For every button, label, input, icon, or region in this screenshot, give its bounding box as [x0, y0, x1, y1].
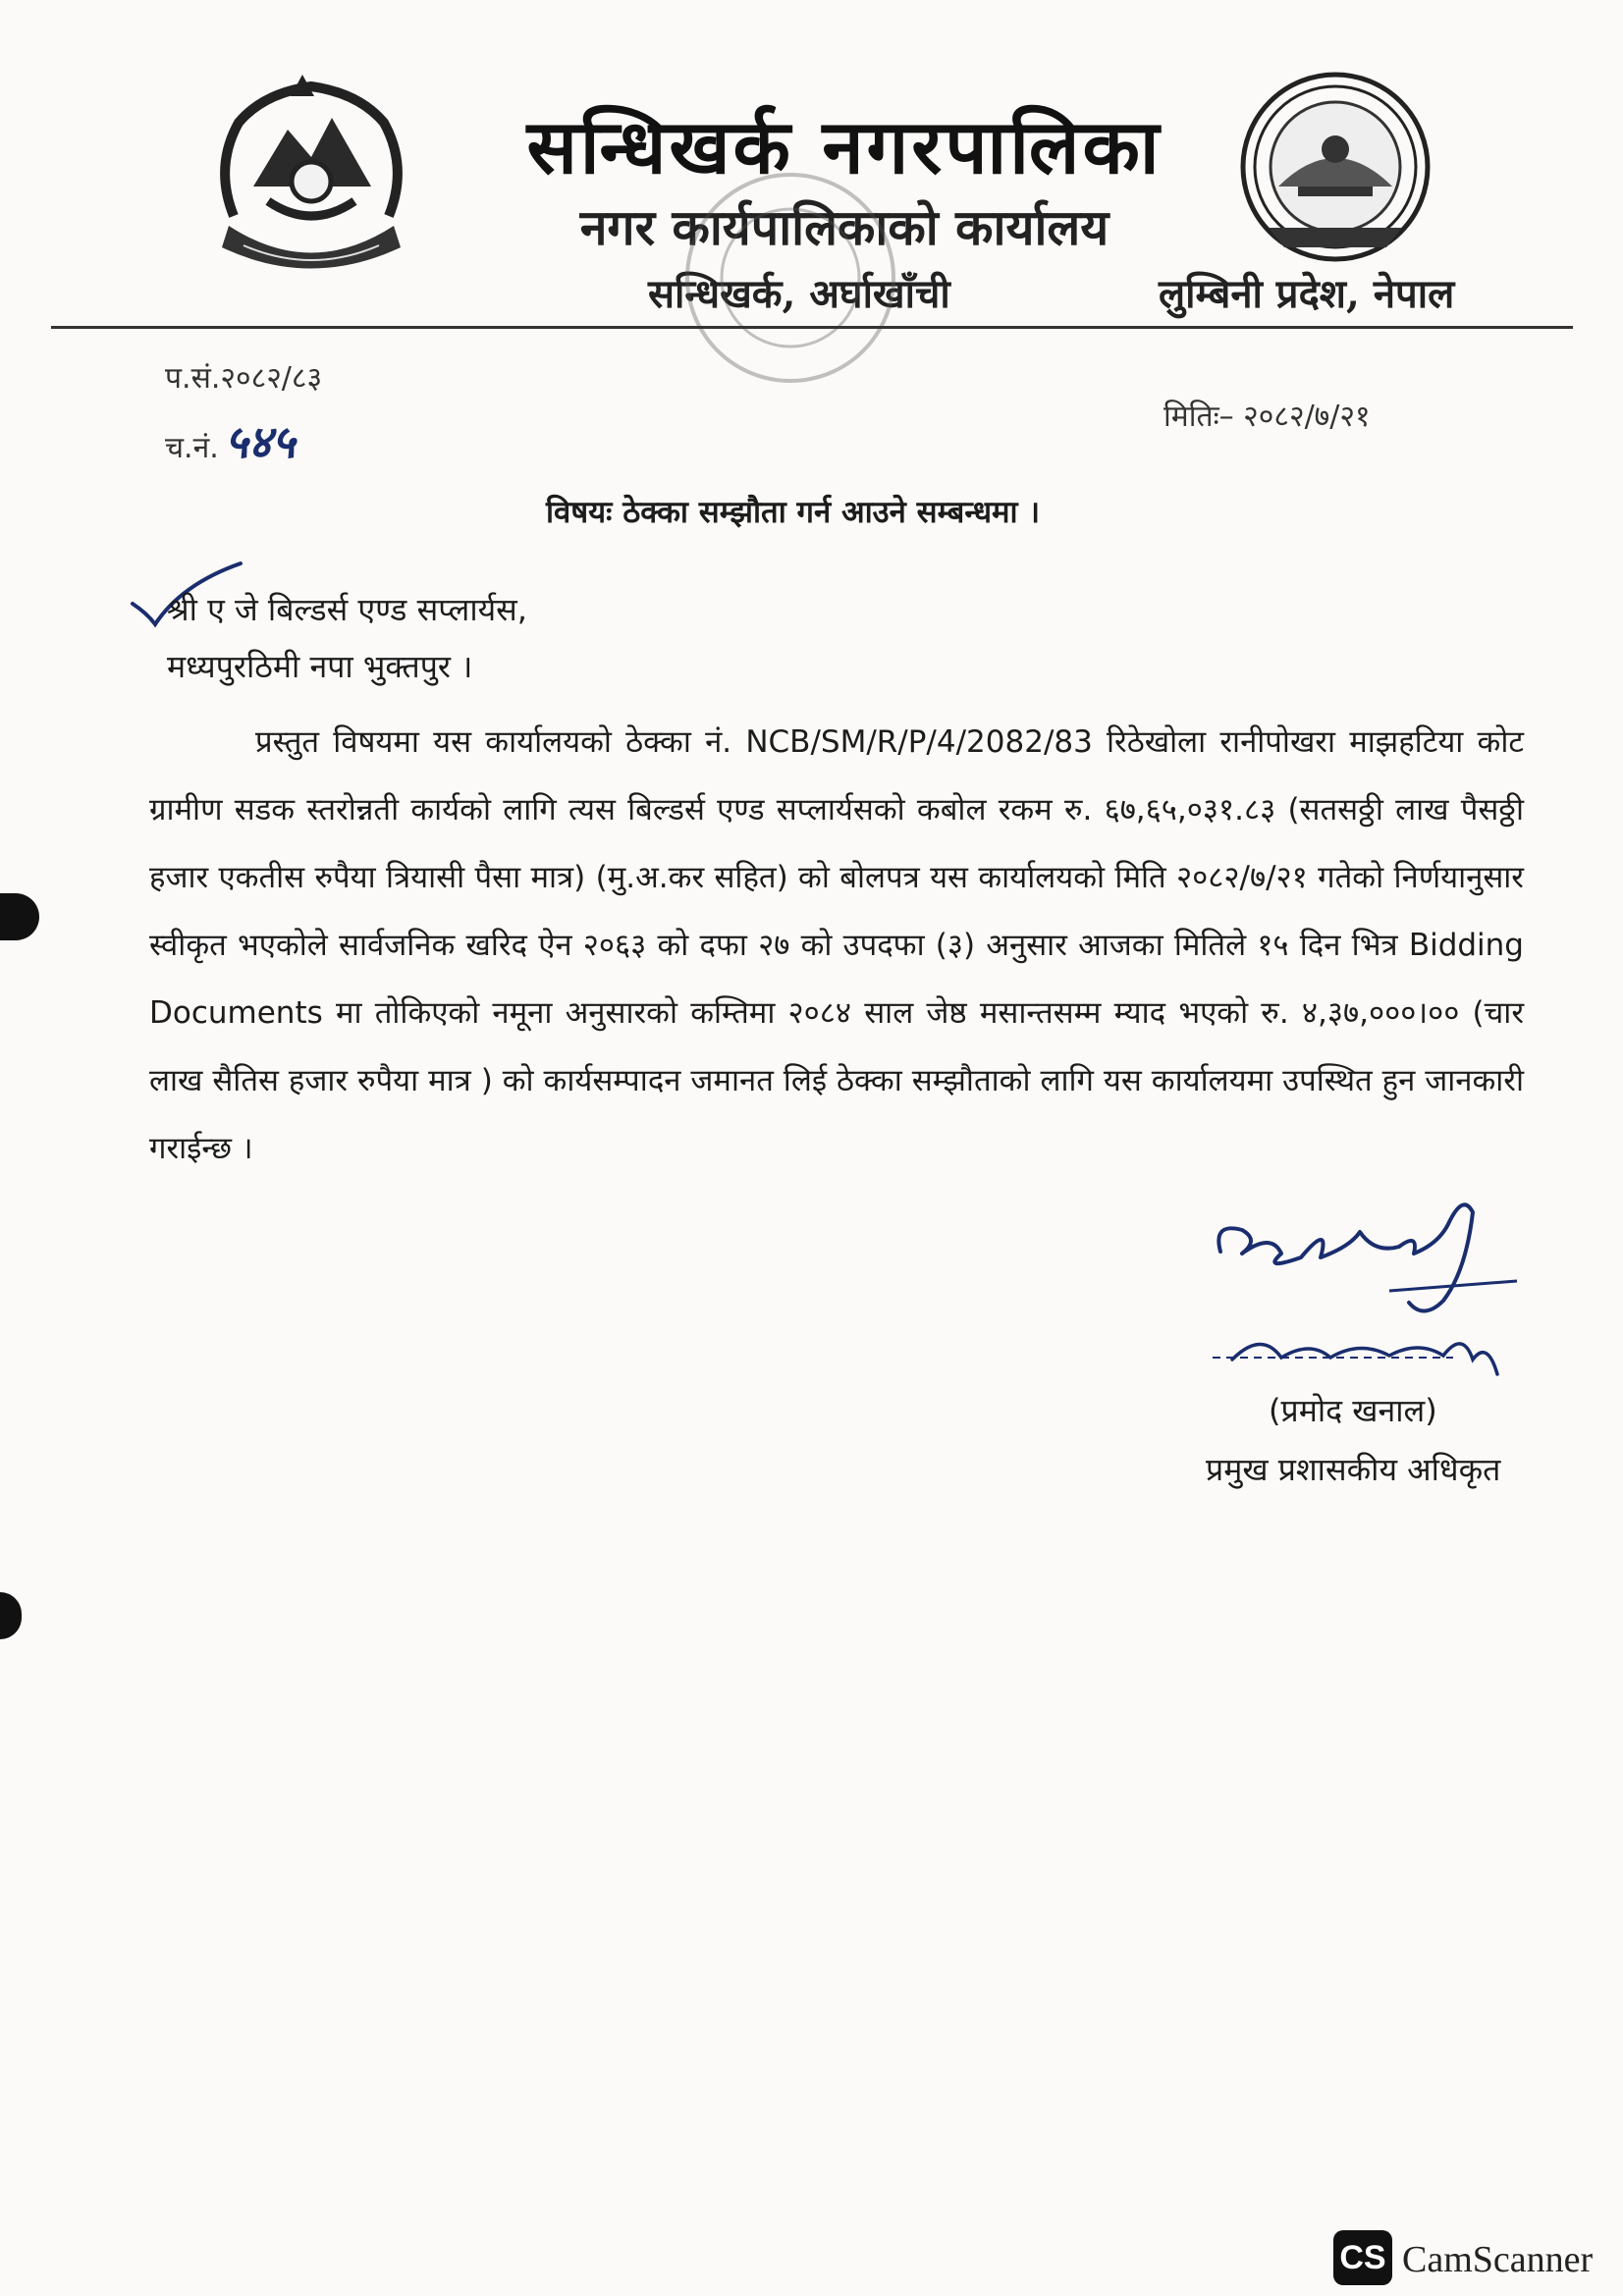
header-divider: [51, 326, 1573, 329]
handwritten-signature: [1203, 1193, 1537, 1409]
signatory-name: (प्रमोद खनाल): [1269, 1392, 1437, 1429]
camscanner-watermark: CamScanner: [1402, 2239, 1594, 2280]
punch-hole-mark: [0, 893, 39, 940]
camscanner-logo-icon: CS: [1333, 2230, 1392, 2285]
municipality-name: सन्धिखर्क नगरपालिका: [526, 103, 1163, 190]
office-name: नगर कार्यपालिकाको कार्यालय: [579, 198, 1109, 256]
letter-body: प्रस्तुत विषयमा यस कार्यालयको ठेक्का नं. NCB/SM/R/P/4/2082/83 रिठेखोला रानीपोखरा माझहटिया कोट ग्रामीण सडक स्तरोन्नती कार्यको लागि त्यस बिल्डर्स एण्ड सप्लार्यसको कबोल रकम रु. ६७,६५,०३१.८३ (सतसठ्ठी लाख पैसठ्ठी हजार एकतीस रुपैया त्रियासी पैसा मात्र) (मु.अ.कर सहित) को बोलपत्र यस कार्यालयको मिति २०८२/७/२१ गतेको निर्णयानुसार स्वीकृत भएकोले सार्वजनिक खरिद ऐन २०६३ को दफा २७ को उपदफा (३) अनुसार आजका मितिले १५ दिन भित्र Bidding Documents मा तोकिएको नमूना अनुसारको कम्तिमा २०८४ साल जेष्ठ मसान्तसम्म म्याद भएको रु. ४,३७,०००।०० (चार लाख सैतिस हजार रुपैया मात्र ) को कार्यसम्पादन जमानत लिई ठेक्का सम्झौताको लागि यस कार्यालयमा उपस्थित हुन जानकारी गराईन्छ ।: [149, 724, 1524, 1166]
address-right: लुम्बिनी प्रदेश, नेपाल: [1159, 271, 1455, 317]
punch-hole-mark: [0, 1592, 22, 1639]
recipient-address: [167, 581, 527, 695]
letter-date: मितिः– २०८२/७/२१: [1163, 400, 1371, 434]
recipient-name: श्री ए जे बिल्डर्स एण्ड सप्लार्यस,: [167, 591, 527, 628]
subject-line: विषयः ठेक्का सम्झौता गर्न आउने सम्बन्धमा ।: [546, 495, 1041, 530]
dispatch-number: [165, 410, 296, 471]
dispatch-label: च.नं.: [165, 431, 219, 465]
signatory-title: प्रमुख प्रशासकीय अधिकृत: [1206, 1451, 1501, 1488]
address-left: सन्धिखर्क, अर्घाखाँची: [648, 271, 950, 317]
nepal-coat-of-arms-icon: [194, 69, 428, 275]
recipient-location: मध्यपुरठिमी नपा भुक्तपुर ।: [167, 648, 473, 685]
office-stamp-icon: [677, 165, 903, 391]
dispatch-number-value: ५४५: [224, 415, 296, 468]
reference-number: प.सं.२०८२/८३: [165, 361, 323, 396]
municipality-seal-icon: [1239, 71, 1432, 263]
